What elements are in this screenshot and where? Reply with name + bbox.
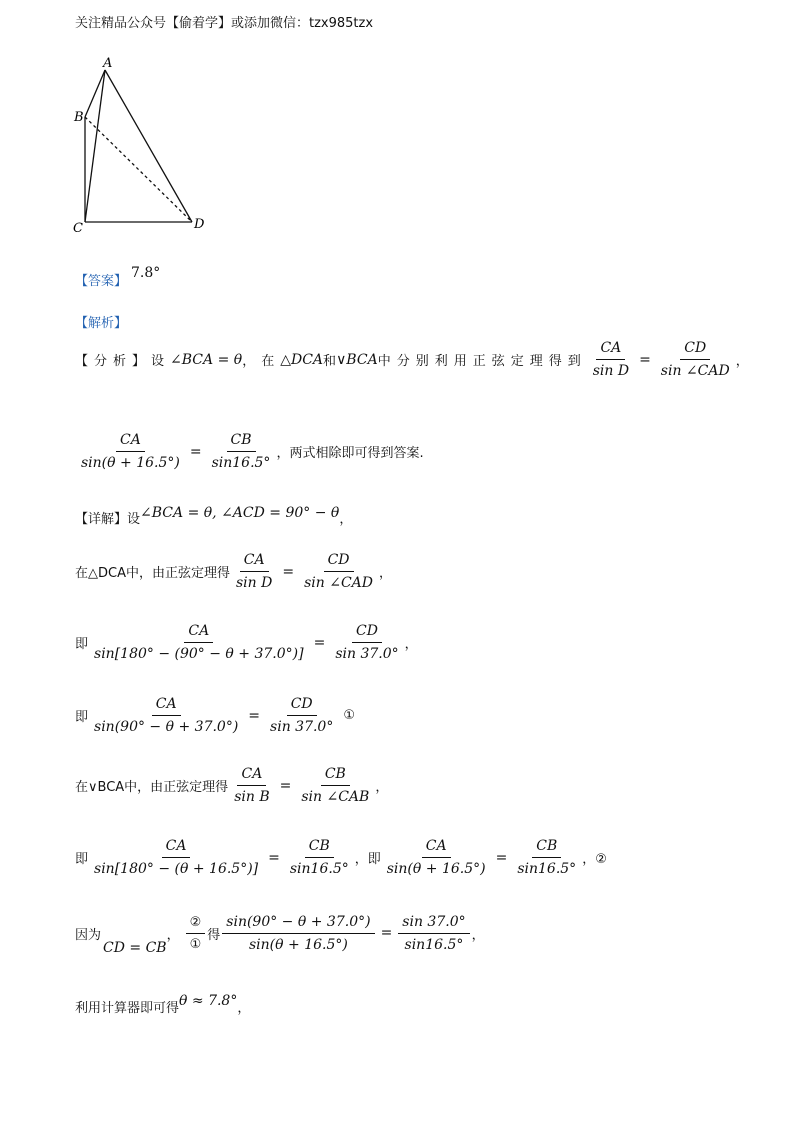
detail-l7-frac-2: $\frac{\sin 37.0^\circ}{\sin 16.5^\circ}$	[398, 914, 469, 953]
detail-l6-frac-3: $\frac{CA}{\sin(\theta + 16.5^\circ)}$	[386, 838, 486, 877]
detail-line-1: 【详解】设 ∠BCA = θ, ∠ACD = 90° − θ ，	[75, 504, 353, 527]
detail-line-4: 即 $\frac{CA}{\sin(90^\circ - \theta + 37.0^\circ)}$ = $\frac{CD}{\sin 37.0^\circ}$ ①	[75, 696, 355, 735]
ji-text-3: 即	[75, 637, 89, 652]
label-C: C	[73, 221, 83, 236]
answer-value: 7.8°	[131, 264, 161, 281]
fenxi-text-4: 中分别利用正弦定理得到	[377, 354, 587, 369]
detail-l7-frac-1: $\frac{\sin(90^\circ - \theta + 37.0^\circ)}{\sin(\theta + 16.5^\circ)}$	[222, 914, 374, 953]
detail-line5-text: 在∨BCA中，由正弦定理得	[75, 780, 229, 795]
header-text: 关注精品公众号【偷着学】或添加微信：tzx985tzx	[75, 16, 374, 31]
fenxi-line-2: $\frac{CA}{\sin(\theta + 16.5^\circ)}$ = $\frac{CB}{\sin 16.5^\circ}$ ，两式相除即可得到答案.	[75, 432, 424, 471]
ratio-frac: $\frac{\text{②}}{\text{①}}$	[186, 915, 206, 952]
fenxi-frac-1: $\frac{CA}{\text{sin D}}$	[592, 340, 630, 379]
detail-last-line: 利用计算器即可得 θ ≈ 7.8° ，	[75, 992, 251, 1016]
circle-2: ，②	[582, 852, 607, 867]
detail-l6-frac-2: $\frac{CB}{\sin 16.5^\circ}$	[289, 838, 349, 877]
fenxi-text-2: ，在	[242, 354, 281, 369]
circle-1: ①	[343, 708, 355, 723]
detail-line-6: 即 $\frac{CA}{\sin[180^\circ - (\theta + 16.5^\circ)]}$ = $\frac{CB}{\sin 16.5^\circ}$ ，即 $\frac{CA}{\sin(\theta + 16.5^\circ)}$ = $\frac{CB}{\sin 16.5^\circ}$ ，②	[75, 838, 607, 877]
last-text: 利用计算器即可得	[75, 1001, 180, 1016]
detail-l6-frac-4: $\frac{CB}{\sin 16.5^\circ}$	[517, 838, 577, 877]
fenxi-text-5: ，	[735, 354, 749, 369]
fenxi-frac-4: $\frac{CB}{\sin 16.5^\circ}$	[211, 432, 271, 471]
fenxi-frac-3: $\frac{CA}{\sin(\theta + 16.5^\circ)}$	[81, 432, 180, 471]
cd-eq-cb: CD = CB	[103, 940, 167, 956]
detail-l2-frac-2: $\frac{CD}{\text{sin ∠CAD}}$	[304, 552, 373, 591]
detail-line-2: 在△DCA中，由正弦定理得 $\frac{CA}{\text{sin D}}$ = $\frac{CD}{\text{sin ∠CAD}}$ ，	[75, 552, 392, 591]
label-A: A	[103, 56, 113, 71]
detail-line-7: 因为 CD = CB ， $\frac{\text{②}}{\text{①}}$ 得 $\frac{\sin(90^\circ - \theta + 37.0^\circ)}{\sin(\theta + 16.5^\circ)}$ = $\frac{\sin 37.0^\circ}{\sin 16.5^\circ}$ ，	[75, 913, 485, 956]
ji-text-6: 即	[75, 852, 89, 867]
triangle-figure	[60, 55, 220, 240]
detail-math-set: ∠BCA = θ, ∠ACD = 90° − θ	[140, 504, 340, 521]
detail-tag: 【详解】设	[75, 512, 141, 527]
ji-text-4: 即	[75, 710, 89, 725]
detail-line-3: 即 $\frac{CA}{\sin[180^\circ - (90^\circ - \theta + 37.0^\circ)]}$ = $\frac{CD}{\sin 37.0^\circ}$ ，	[75, 623, 418, 662]
answer-tag: 【答案】	[75, 274, 128, 289]
fenxi-frac-2: $\frac{CD}{\text{sin ∠CAD}}$	[660, 340, 730, 379]
because-text: 因为	[75, 927, 102, 943]
detail-line2-text: 在△DCA中，由正弦定理得	[75, 566, 230, 581]
last-math: θ ≈ 7.8°	[179, 992, 238, 1009]
fenxi-tag: 【分析】	[75, 354, 152, 369]
fenxi-text-6: ，两式相除即可得到答案.	[276, 446, 424, 461]
fenxi-text-1: 设	[151, 354, 171, 369]
analysis-tag: 【解析】	[75, 316, 128, 331]
label-D: D	[194, 217, 205, 232]
detail-l6-frac-1: $\frac{CA}{\sin[180^\circ - (\theta + 16.5^\circ)]}$	[94, 838, 259, 877]
detail-l3-frac-1: $\frac{CA}{\sin[180^\circ - (90^\circ - \theta + 37.0^\circ)]}$	[94, 623, 304, 662]
fenxi-text-3: 和	[323, 354, 337, 369]
detail-l5-frac-2: $\frac{CB}{\text{sin ∠CAB}}$	[301, 766, 370, 805]
label-B: B	[74, 110, 84, 125]
detail-line-5: 在∨BCA中，由正弦定理得 $\frac{CA}{\text{sin B}}$ = $\frac{CB}{\text{sin ∠CAB}}$ ，	[75, 766, 389, 805]
edge-AD	[105, 70, 192, 222]
answer-line	[75, 262, 160, 289]
detail-l3-frac-2: $\frac{CD}{\sin 37.0^\circ}$	[335, 623, 399, 662]
fenxi-math-3: ∨BCA	[336, 351, 378, 368]
edge-BD-dashed	[85, 117, 192, 222]
fenxi-math-1: ∠BCA = θ	[170, 351, 243, 368]
fenxi-math-2: △DCA	[280, 351, 324, 368]
fenxi-line-1: 【分析】 设 ∠BCA = θ ，在 △DCA 和 ∨BCA 中分别利用正弦定理得到 $\frac{CA}{\text{sin D}}$ = $\frac{CD}{\text{sin ∠CAD}}$ ，	[75, 340, 749, 379]
detail-l5-frac-1: $\frac{CA}{\text{sin B}}$	[234, 766, 270, 805]
detail-l4-frac-2: $\frac{CD}{\sin 37.0^\circ}$	[270, 696, 334, 735]
detail-l2-frac-1: $\frac{CA}{\text{sin D}}$	[235, 552, 273, 591]
detail-l4-frac-1: $\frac{CA}{\sin(90^\circ - \theta + 37.0^\circ)}$	[94, 696, 239, 735]
